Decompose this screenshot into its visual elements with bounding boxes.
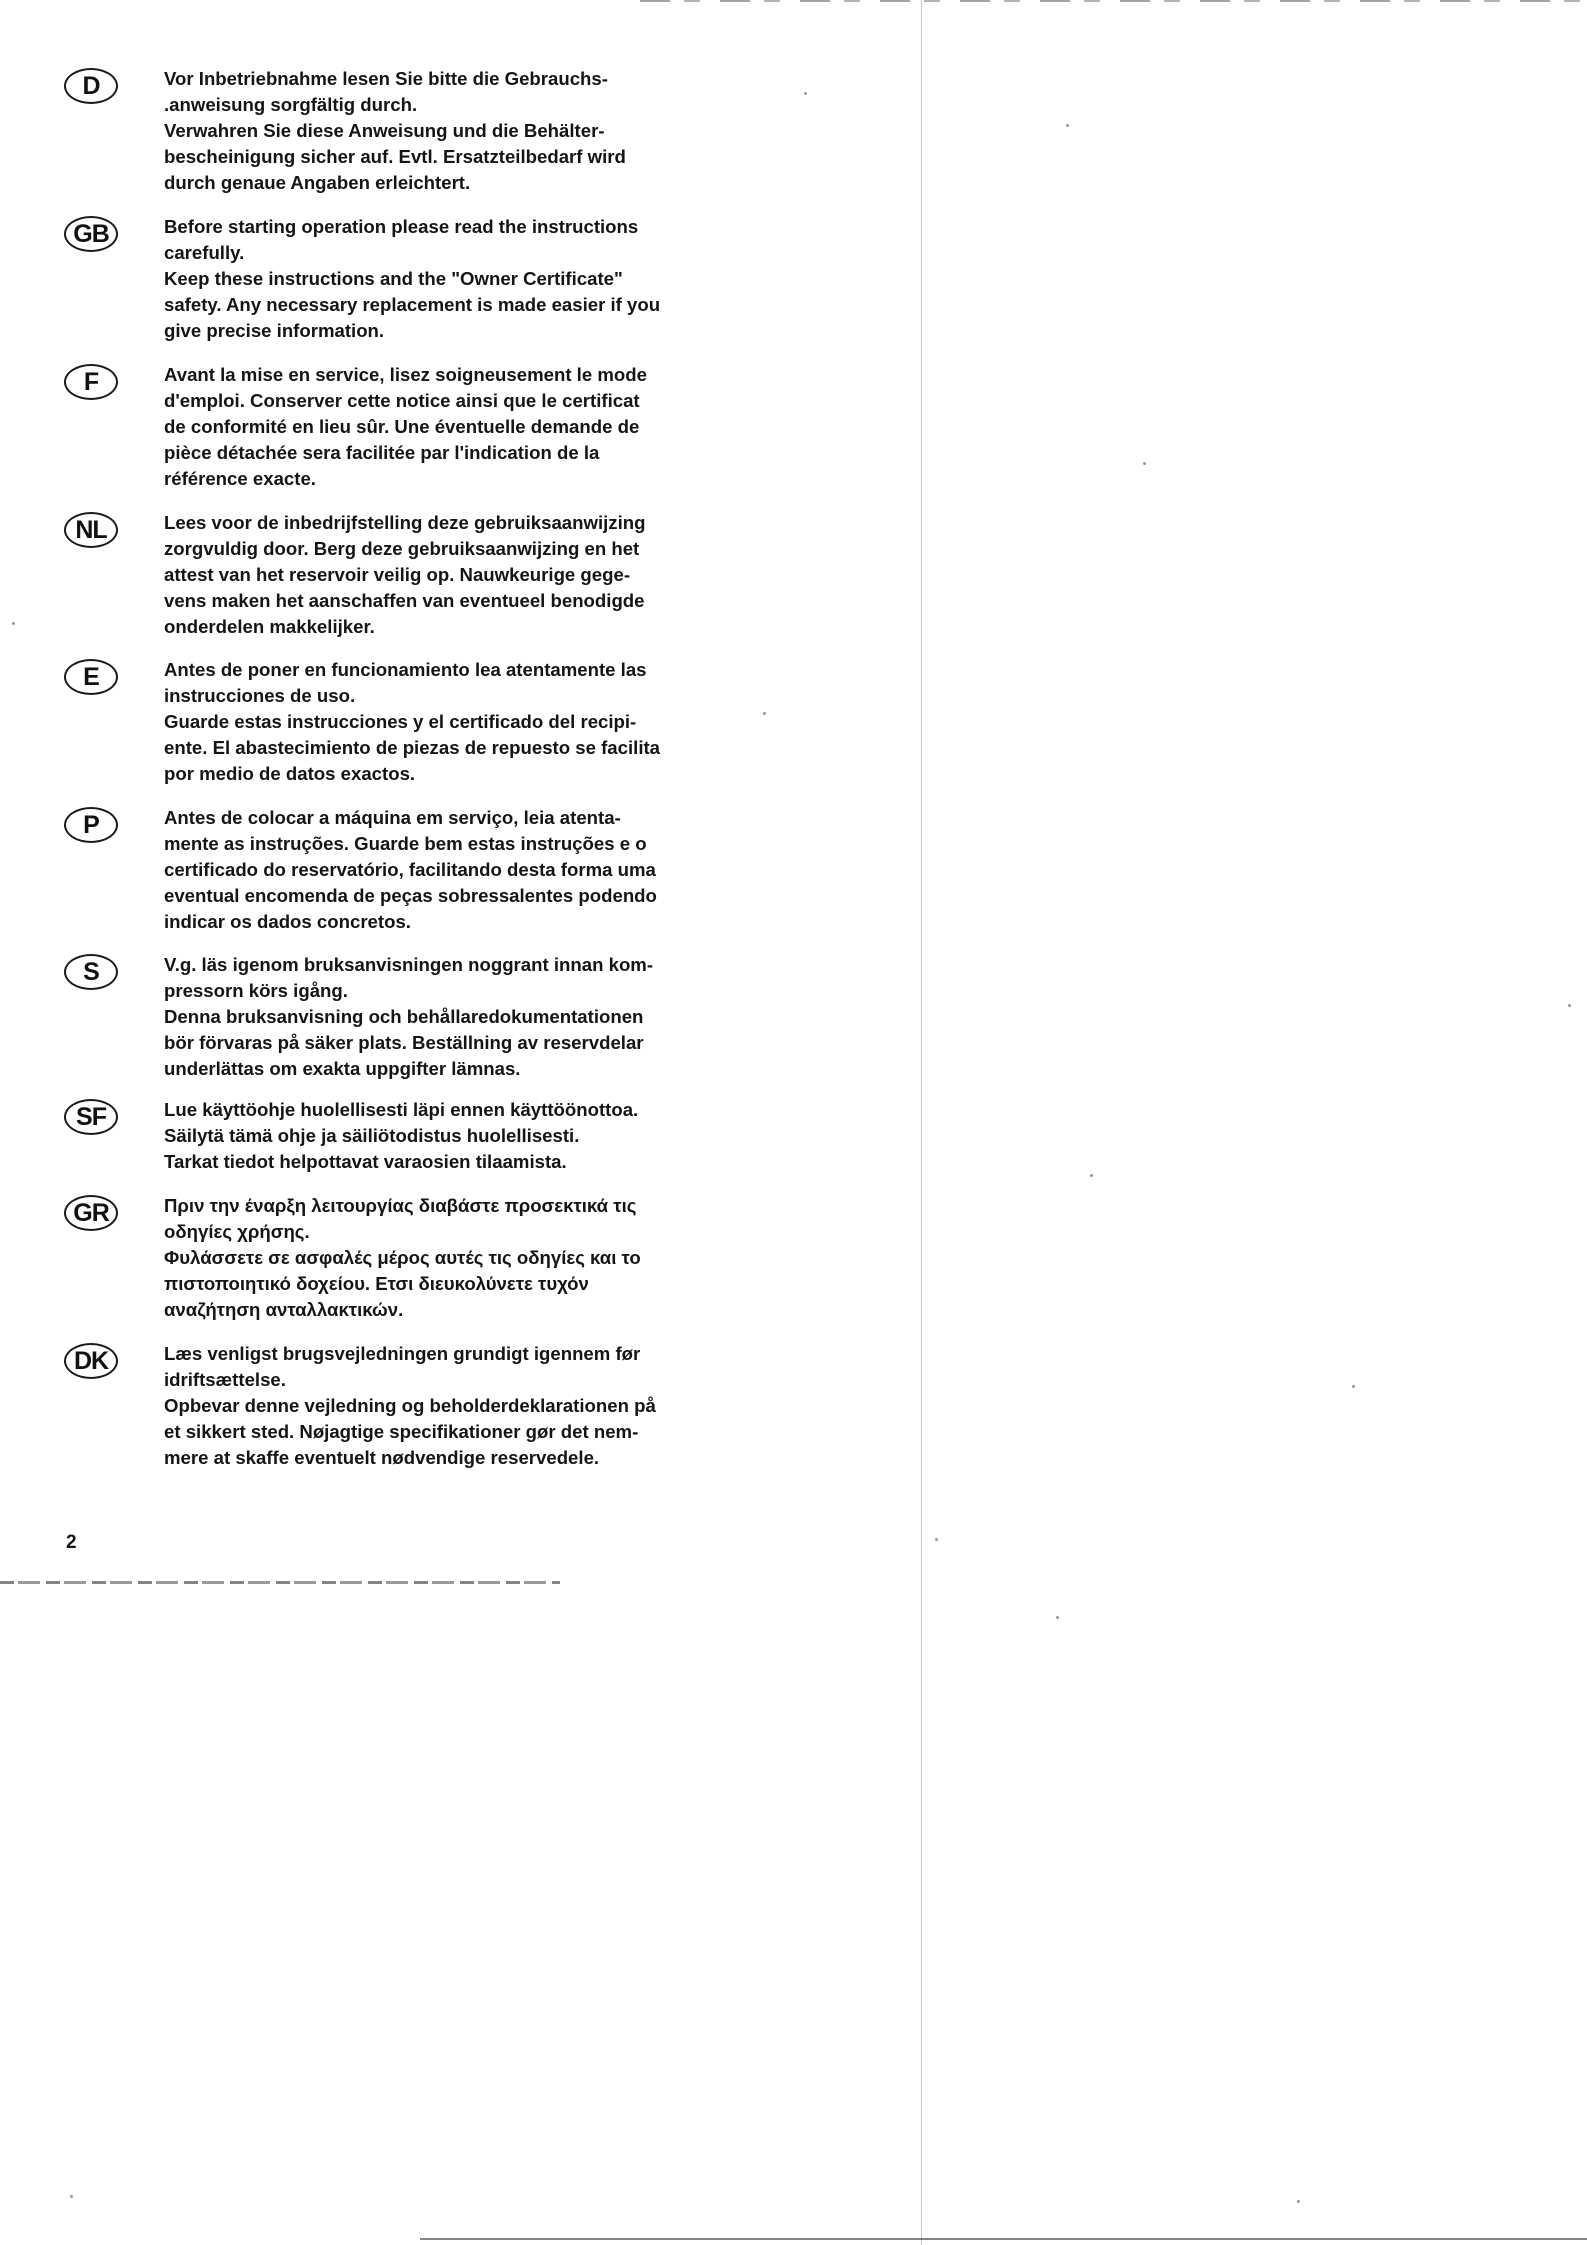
language-badge-e: E	[64, 659, 118, 695]
language-badge-d: D	[64, 68, 118, 104]
instruction-text-p: Antes de colocar a máquina em serviço, leia atenta- mente as instruções. Guarde bem estas instruções e o certificado do reservatório, facilitando desta forma uma eventual encomenda de peças sobressalentes podendo indicar os dados concretos.	[164, 807, 657, 932]
scan-speck	[1568, 1004, 1571, 1007]
scan-speck	[763, 712, 766, 715]
instruction-text-gb: Before starting operation please read the instructions carefully. Keep these instructions and the "Owner Certificate" safety. Any necessary replacement is made easier if you give precise information.	[164, 216, 661, 341]
lang-section-d	[64, 66, 744, 196]
scan-speck	[1352, 1385, 1355, 1388]
scan-speck	[1056, 1616, 1059, 1619]
scan-speck	[1090, 1174, 1093, 1177]
scan-speck	[935, 1538, 938, 1541]
instruction-text-d: Vor Inbetriebnahme lesen Sie bitte die Gebrauchs- .anweisung sorgfältig durch. Verwahren Sie diese Anweisung und die Behälter- bescheinigung sicher auf. Evtl. Ersatzteilbedarf wird durch genaue Angaben erleichtert.	[164, 68, 626, 193]
lang-section-e	[64, 657, 744, 787]
scan-artifact-top	[640, 0, 1587, 2]
lang-section-p	[64, 805, 744, 935]
language-badge-dk: DK	[64, 1343, 118, 1379]
lang-section-gr	[64, 1193, 744, 1323]
language-badge-s: S	[64, 954, 118, 990]
scan-speck	[70, 2195, 73, 2198]
language-badge-f: F	[64, 364, 118, 400]
page-fold-line	[921, 0, 922, 2245]
scan-artifact-bottom	[0, 1581, 560, 1584]
lang-section-f	[64, 362, 744, 492]
scan-speck	[804, 92, 807, 95]
instruction-text-gr: Πριν την έναρξη λειτουργίας διαβάστε προσεκτικά τις οδηγίες χρήσης. Φυλάσσετε σε ασφαλές μέρος αυτές τις οδηγίες και το πιστοποιητικό δοχείου. Ετσι διευκολύνετε τυχόν αναζήτηση ανταλλακτικών.	[164, 1195, 641, 1320]
lang-section-sf	[64, 1097, 744, 1177]
instruction-text-e: Antes de poner en funcionamiento lea atentamente las instrucciones de uso. Guarde estas instrucciones y el certificado del recipi- ente. El abastecimiento de piezas de repuesto se facilita por medio de datos exactos.	[164, 659, 661, 784]
scan-speck	[12, 622, 15, 625]
instruction-text-f: Avant la mise en service, lisez soigneusement le mode d'emploi. Conserver cette notice ainsi que le certificat de conformité en lieu sûr. Une éventuelle demande de pièce détachée sera facilitée par l'indication de la référence exacte.	[164, 364, 647, 489]
instruction-text-s: V.g. läs igenom bruksanvisningen noggrant innan kom- pressorn körs igång. Denna bruksanvisning och behållaredokumentationen bör förvaras på säker plats. Beställning av reservdelar underlättas om exakta uppgifter lämnas.	[164, 954, 654, 1079]
scan-speck	[1297, 2200, 1300, 2203]
language-badge-gr: GR	[64, 1195, 118, 1231]
lang-section-nl	[64, 510, 744, 640]
language-badge-p: P	[64, 807, 118, 843]
language-badge-sf: SF	[64, 1099, 118, 1135]
instruction-text-dk: Læs venligst brugsvejledningen grundigt igennem før idriftsættelse. Opbevar denne vejledning og beholderdeklarationen på et sikkert sted. Nøjagtige specifikationer gør det nem- mere at skaffe eventuelt nødvendige reservedele.	[164, 1343, 656, 1468]
instruction-text-nl: Lees voor de inbedrijfstelling deze gebruiksaanwijzing zorgvuldig door. Berg deze gebruiksaanwijzing en het attest van het reservoir veilig op. Nauwkeurige gege- vens maken het aanschaffen van eventueel benodigde onderdelen makkelijker.	[164, 512, 646, 637]
language-badge-gb: GB	[64, 216, 118, 252]
page-number: 2	[66, 1532, 77, 1553]
lang-section-gb	[64, 214, 744, 344]
language-badge-nl: NL	[64, 512, 118, 548]
instruction-text-sf: Lue käyttöohje huolellisesti läpi ennen käyttöönottoa. Säilytä tämä ohje ja säiliötodistus huolellisesti. Tarkat tiedot helpottavat varaosien tilaamista.	[164, 1099, 639, 1172]
lang-section-s	[64, 952, 744, 1082]
scan-speck	[1143, 462, 1146, 465]
lang-section-dk	[64, 1341, 744, 1471]
scan-artifact-bottom-rule	[420, 2238, 1587, 2240]
scan-speck	[1066, 124, 1069, 127]
